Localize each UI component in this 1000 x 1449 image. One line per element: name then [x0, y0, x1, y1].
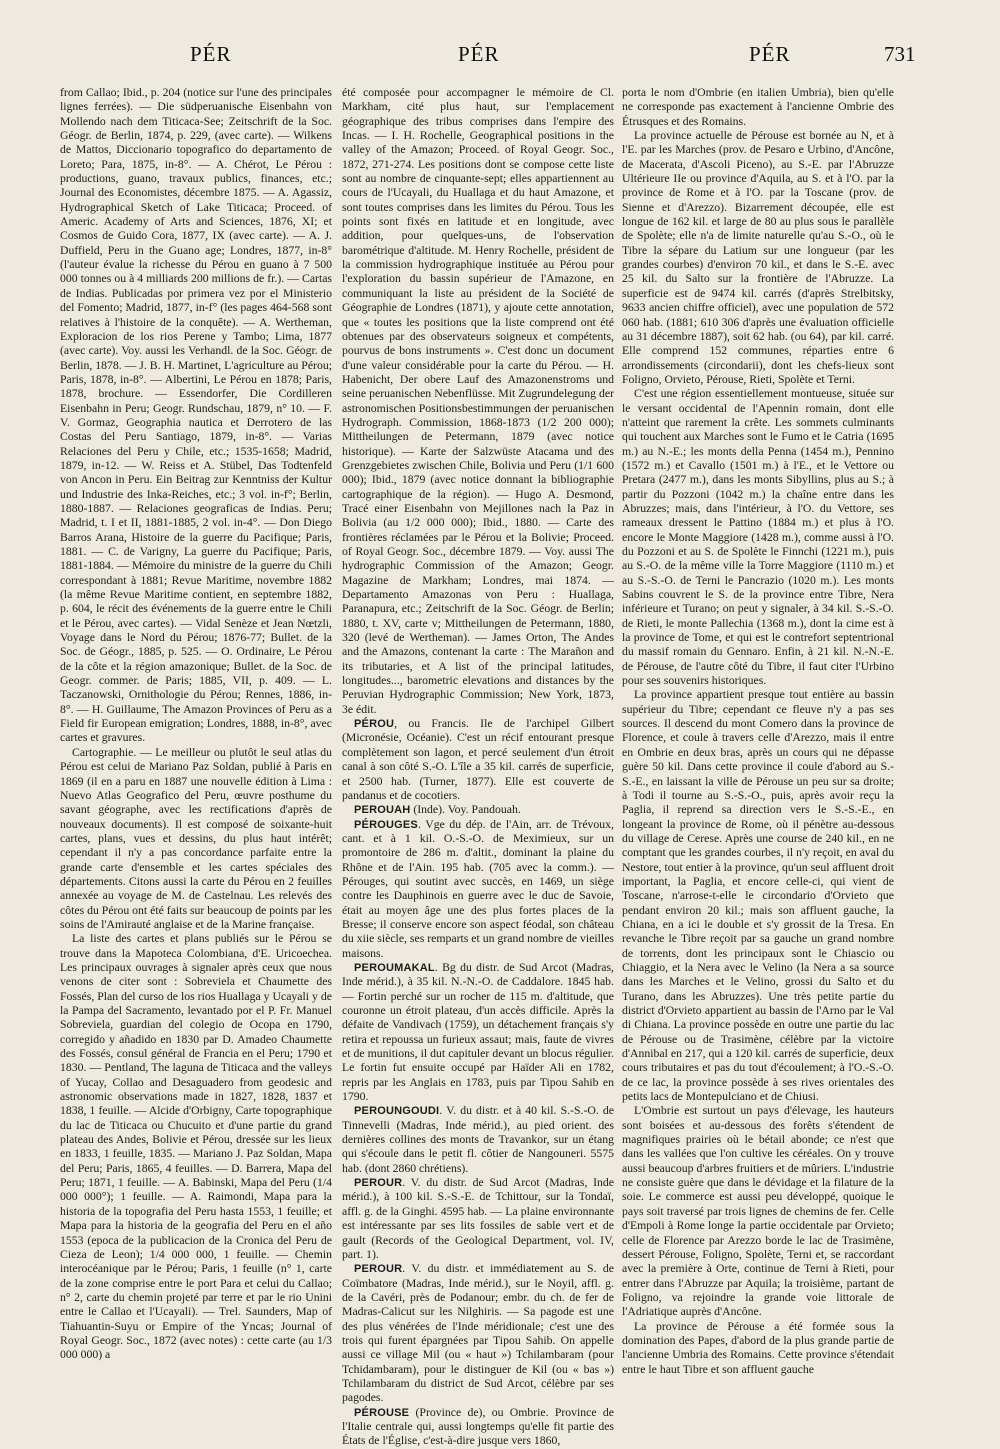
- paragraph-text: C'est une région essentiellement montueuse, située sur le versant occidental de l'Apennin romain, dont elle n'atteint que rarement la crête. Les sommets culminants qui touchent aux Marches sont le Fumo et le Catria (1695 m.) au N.-E.; les monts della Penna (1454 m.), Pennino (1572 m.) et Cavallo (1501 m.) à l'E., et le Vettore ou Pretara (2477 m.), dans les monts Sibyllins, plus au S.; à partir du Pozzoni (1042 m.) la chaîne entre dans les Abruzzes; mais, dans l'intérieur, à l'O. du Vettore, ses rameaux dressent le Pattino (1884 m.) et plus à l'O. encore le Monte Maggiore (1428 m.), comme aussi à l'O. du Pozzoni et au S. de Spolète le Finnchi (1221 m.), puis au S.-O. de la même ville la Torre Maggiore (1110 m.) et au S.-S.-O. de Terni le Pancrazio (1020 m.). Les monts Sabins couvrent le S. de la province entre Tibre, Nera inférieure et Turano; on peut y signaler, à 34 kil. S.-S.-O. de Rieti, le monte Pallechia (1368 m.), dont la cime est à la province de Tome, et qui est le contrefort septentrional du massif romain du Gennaro. Enfin, à 21 kil. N.-N.-E. de Pérouse, de l'autre côté du Tibre, il faut citer l'Urbino pour ses souvenirs historiques.: [622, 387, 894, 688]
- header-guide-word-right: PÉR: [749, 42, 791, 66]
- paragraph-text: La liste des cartes et plans publiés sur le Pérou se trouve dans la Mapoteca Colombiana, d'E. Uricoechea. Les principaux ouvrages à signaler après ceux que nous venons de citer sont : Sobreviela et Chaumette des Fossés, Plan del curso de los rios Huallaga y Ucayali y de la Pampa del Sacramento, levantado por el P. Fr. Manuel Sobreviela, guardian del colegio de Ocopa en 1790, corregido y añadido en 1830 par D. Amadeo Chaumette des Fossés, consul général de Francia en el Peru; 1790 et 1830. — Pentland, The laguna de Titicaca and the valleys of Yucay, Collao and Desaguadero from geodesic and astronomic observations made in 1827, 1828, 1837 et 1838, 1 feuille. — Alcide d'Orbigny, Carte topographique du lac de Titicaca ou Chucuito et d'une partie du grand plateau des Andes, Bolivie et Pérou, dressée sur les lieux en 1833, 1 feuille, 1835. — Mariano J. Paz Soldan, Mapa del Peru; Paris, 1865, 4 feuilles. — D. Barrera, Mapa del Peru; 1871, 1 feuille. — A. Babinski, Mapa del Peru (1/4 000 000°); 1 feuille. — A. Raimondi, Mapa para la historia de la topografia del Peru hasta 1553, 1 feuille; et Mapa para la historia de la geografia del Peru en el año 1553 (epoca de la publicacion de la Cronica del Peru de Cieza de Leon); 1/4 000 000, 1 feuille. — Chemin interocéanique par le Pérou; Paris, 1 feuille (n° 1, carte de la zone comprise entre le port Para et celui du Callao; n° 2, carte du chemin projeté par terre et par le rio Unini entre le Callao et l'Ucayali). — Trel. Saunders, Map of Tiahuantin-Suyu or Empire of the Yncas; Journal of Royal Geogr. Soc., 1872 (avec notes) : cette carte (au 1/3 000 000) a: [60, 932, 332, 1362]
- dictionary-entry: [342, 717, 614, 803]
- entry-headword: PEROUAH: [354, 804, 411, 817]
- page-number: 731: [884, 42, 916, 66]
- entry-text: , ou Francis. Ile de l'archipel Gilbert (Micronésie, Océanie). C'est un récif entourant presque complètement son lagon, et percé seulement d'un étroit canal à son côté S.-O. L'île a 35 kil. carrés de superficie, et 2500 hab. (Turner, 1877). Elle est couverte de pandanus et de cocotiers.: [342, 717, 614, 802]
- dictionary-entry: [342, 1406, 614, 1449]
- entry-headword: PEROUR: [354, 1263, 403, 1276]
- paragraph-text: from Callao; Ibid., p. 204 (notice sur l'une des principales lignes ferrées). — Die südperuanische Eisenbahn von Mollendo nach dem Titicaca-See; Zeitschrift de la Soc. Géogr. de Berlin, 1874, p. 229, (avec carte). — Wilkens de Mattos, Diccionario topografico do departamento de Loreto; Para, 1875, in-8°. — A. Chérot, Le Pérou : productions, guano, travaux publics, finances, etc.; Journal des Economistes, décembre 1875. — A. Agassiz, Hydrographical Sketch of Lake Titicaca; Proceed. of Americ. Academy of Arts and Sciences, 1876, XI; et Cosmos de Guido Cora, 1877, IX (avec carte). — A. J. Duffield, Peru in the Guano age; Londres, 1877, in-8° (l'auteur évalue la richesse du Pérou en guano à 7 500 000 tonnes ou à 4 milliards 200 millions de fr.). — Cartas de Indias. Publicadas por primera vez por el Ministerio del Fomento; Madrid, 1877, in-f° (les pages 464-568 sont relatives à l'histoire de la conquête). — A. Wertheman, Exploracion de los rios Perene y Tambo; Lima, 1877 (avec carte). Voy. aussi les Verhandl. de la Soc. Géogr. de Berlin, 1878. — J. B. H. Martinet, L'agriculture au Pérou; Paris, 1878, in-8°. — Albertini, Le Pérou en 1878; Paris, 1878, brochure. — Essendorfer, Die Cordilleren Eisenbahn in Peru; Geogr. Rundschau, 1879, n° 10. — F. V. Gormaz, Geographia nautica et Derrotero de las Costas del Peru Santiago, 1879, in-8°. — Varias Relaciones del Peru y Chile, etc.; 1535-1658; Madrid, 1879, in-12. — W. Reiss et A. Stübel, Das Todtenfeld von Ancon in Peru. Ein Beitrag zur Kenntniss der Kultur und Industrie des Inka-Reiches, etc.; 3 vol. in-f°; Berlin, 1880-1887. — Relaciones geograficas de Indias. Peru; Madrid, t. I et II, 1881-1885, 2 vol. in-4°. — Don Diego Barros Arana, Histoire de la guerre du Pacifique; Paris, 1881. — C. de Varigny, La guerre du Pacifique; Paris, 1881-1884. — Mémoire du ministre de la guerre du Chili correspondant à 1881; Revue Maritime, novembre 1882 (la même Revue Maritime contient, en septembre 1882, p. 604, le récit des événements de la guerre entre le Chili et le Pérou, avec cartes). — Vidal Senèze et Jean Nœtzli, Voyage dans le Nord du Pérou; 1876-77; Bullet. de la Soc. de Géogr., 1885, p. 525. — O. Ordinaire, Le Pérou de la côte et la région amazonique; Bullet. de la Soc. de Geogr. commer. de Paris; 1885, VII, p. 409. — L. Taczanowski, Ornithologie du Pérou; Rennes, 1886, in-8°. — H. Guillaume, The Amazon Provinces of Peru as a Field fir European emigration; Londres, 1888, in-8°, avec cartes et gravures.: [60, 86, 332, 745]
- paragraph: [622, 1320, 894, 1377]
- paragraph-text: L'Ombrie est surtout un pays d'élevage, les hauteurs sont boisées et au-dessous des forêts s'étendent de magnifiques prairies où le bétail abonde; ce n'est que dans les vallées que l'on cultive les céréales. On y trouve aussi beaucoup d'arbres fruitiers et de mûriers. L'industrie ne consiste guère que dans le dévidage et la filature de la soie. Le commerce est aussi peu développé, quoique le pays soit traversé par trois lignes de chemins de fer. Celle d'Empoli à Rome longe la partie occidentale par Orvieto; celle de Florence par Arezzo borde le lac de Trasimène, dessert Pérouse, Foligno, Spolète, Terni et, se raccordant avec la première à Orte, continue de Terni à Rieti, pour entrer dans l'Abruzze par Aquila; la troisième, partant de Foligno, va rejoindre la grande voie littorale de l'Adriatique auprès d'Ancône.: [622, 1104, 894, 1319]
- paragraph: [622, 688, 894, 1104]
- dictionary-entry: [342, 961, 614, 1104]
- text-column-2: [342, 86, 614, 1448]
- paragraph: [60, 746, 332, 932]
- paragraph: [60, 86, 332, 746]
- header-guide-word-left: PÉR: [190, 42, 232, 66]
- dictionary-entry: [342, 1262, 614, 1405]
- paragraph: [622, 129, 894, 387]
- entry-text: . V. du distr. et immédiatement au S. de Coïmbatore (Madras, Inde mérid.), sur le Noyil, affl. g. de la Cavéri, près de Podanour; embr. du ch. de fer de Madras-Calicut sur les Nilghiris. — Sa pagode est une des plus vénérées de l'Inde méridionale; c'est une des trois qui furent épargnées par Tipou Sahib. On appelle aussi ce village Mil (ou « haut ») Tchilambaram (pour Tchidambaram), pour le distinguer de Kil (ou « bas ») Tchilambaram du district de Sud Arcot, célèbre par ses pagodes.: [342, 1262, 614, 1405]
- header-guide-word-center: PÉR: [458, 42, 500, 66]
- entry-headword: PÉROU: [354, 718, 395, 731]
- paragraph-text: La province appartient presque tout entière au bassin supérieur du Tibre; cependant ce fleuve n'y a pas ses sources. Il descend du mont Comero dans la province de Florence, et coule à travers celle d'Arezzo, mais il entre en Ombrie en deux bras, après un cours qui ne dépasse guère 50 kil. Dans cette province il coule d'abord au S.-S.-E., en laissant la ville de Pérouse un peu sur sa droite; à Todi il tourne au S.-S.-O., puis, après avoir reçu la Paglia, il reprend sa direction vers le S.-S.-E., en longeant la province de Rome, où il pénètre au-dessous du village de Cerese. Après une course de 240 kil., en ne comptant que les grandes courbes, il n'y reçoit, en aval du Nestore, tout entier à la province, qu'un seul affluent droit important, la Paglia, et encore celle-ci, qui vient de Toscane, n'arrose-t-elle le circondario d'Orvieto que pendant environ 20 kil.; mais son affluent gauche, la Chiana, en a ici le double et s'y grossit de la Tresa. En revanche le Tibre reçoit par sa gauche un grand nombre de torrents, dont les principaux sont le Chiascio ou Chiaggio, et la Nera avec le Velino (la Nera a sa source dans les Marches et le Velino, grossi du Salto et du Turano, dans les Abruzzes). Une très petite partie du district d'Orvieto appartient au bassin de l'Arno par le Val di Chiana. La province possède en outre une partie du lac de Pérouse ou de Trasimène, célèbre par la victoire d'Annibal en 217, qui a 120 kil. carrés de superficie, deux cours tributaires et pas du tout d'écoulement; à l'O.-S.-O. de ce lac, la province possède à ses rives orientales des petits lacs de Montepulciano et de Chiusi.: [622, 688, 894, 1104]
- entry-text: (Inde). Voy. Pandouah.: [410, 803, 521, 817]
- entry-headword: PEROUMAKAL: [354, 961, 435, 974]
- paragraph: [622, 387, 894, 688]
- paragraph-text: La province de Pérouse a été formée sous la domination des Papes, d'abord de la plus grande partie de l'ancienne Umbria des Romains. Cette province s'étendait entre le haut Tibre et son affluent gauche: [622, 1319, 894, 1376]
- text-column-1: [60, 86, 332, 1376]
- running-header: [0, 42, 1000, 82]
- entry-headword: PÉROUSE: [354, 1406, 410, 1419]
- paragraph-text: porta le nom d'Ombrie (en italien Umbria), bien qu'elle ne corresponde pas exactement à l'ancienne Ombrie des Étrusques et des Romains.: [622, 86, 894, 128]
- entry-text: . V. du distr. et à 40 kil. S.-S.-O. de Tinnevelli (Madras, Inde mérid.), au pied orient. des dernières collines des monts de Travankor, sur un étang qui s'écoule dans le petit fl. côtier de Nangouneri. 5575 hab. (dont 2860 chrétiens).: [342, 1104, 614, 1175]
- paragraph-text: La province actuelle de Pérouse est bornée au N, et à l'E. par les Marches (prov. de Pesaro e Urbino, d'Ancône, de Macerata, d'Ascoli Piceno), au S.-E. par l'Abruzze Ultérieure IIe ou province d'Aquila, au S. et à l'O. par la province de Rome et à l'O. par la Toscane (prov. de Sienne et d'Arezzo). Bizarrement découpée, elle est longue de 162 kil. et large de 80 au plus sous le parallèle de Spolète; elle n'a de limite naturelle qu'au S.-O., où le Tibre la sépare du Latium sur une longueur (par les grandes courbes) d'environ 70 kil., et dans le S.-E. avec 25 kil. du Salto sur la frontière de l'Abruzze. La superficie est de 9474 kil. carrés (d'après Strelbitsky, 9633 ancien chiffre officiel), avec une population de 572 060 hab. (1881; 610 306 d'après une évaluation officielle au 31 décembre 1887), soit 62 hab. (ou 64), par kil. carré. Elle comprend 152 communes, réparties entre 6 arrondissements (circondarii), dont les chefs-lieux sont Foligno, Orvieto, Pérouse, Rieti, Spolète et Terni.: [622, 129, 894, 386]
- dictionary-entry: [342, 1176, 614, 1262]
- entry-headword: PÉROUGES: [354, 818, 418, 831]
- paragraph: [342, 86, 614, 717]
- paragraph-text: été composée pour accompagner le mémoire de Cl. Markham, cité plus haut, sur l'emplacement géographique des tribus comprises dans l'empire des Incas. — I. H. Rochelle, Geographical positions in the valley of the Amazon; Proceed. of Royal Geogr. Soc., 1872, 271-274. Les positions dont se compose cette liste sont au nombre de cinquante-sept; elles appartiennent au cours de l'Ucayali, du Huallaga et du haut Amazone, et sont toutes comprises dans les limites du Pérou. Tous les points sont fixés en latitude et en longitude, avec addition, pour quelques-uns, de l'observation barométrique d'altitude. M. Henry Rochelle, président de la commission hydrographique instituée au Pérou pour l'exploration du bassin supérieur de l'Amazone, en communiquant la liste au président de la Société de Géographie de Londres (1871), y ajoute cette annotation, que « toutes les positions que la liste comprend ont été obtenues par des observateurs soigneux et compétents, pourvus de bons instruments ». C'est donc un document d'une valeur considérable pour la carte du Pérou. — H. Habenicht, Der obere Lauf des Amazonenstroms und seine peruanischen Nebenflüsse. Mit Zugrundelegung der astronomischen Positionsbestimmungen der peruanischen Hydrograph. Commission, 1868-1873 (1/2 200 000); Mittheilungen de Petermann, 1879 (avec notice historique). — Karte der Salzwüste Atacama und des Grenzgebietes zwischen Chile, Bolivia und Peru (1/1 600 000); Ibid., 1879 (avec notice donnant la bibliographie cartographique de la région). — Hugo A. Desmond, Tracé einer Eisenbahn von Mejillones nach la Paz in Bolivia (au 1/2 000 000); Ibid., 1880. — Carte des frontières réclamées par le Pérou et la Bolivie; Proceed. of Royal Geogr. Soc., décembre 1879. — Voy. aussi The hydrographic Commission of the Amazon; Geogr. Magazine de Markham; Londres, mai 1874. — Departamento Amazonas von Peru : Huallaga, Paranapura, etc.; Zeitschrift de la Soc. Géogr. de Berlin; 1880, t. XV, carte v; Mittheilungen de Petermann, 1880, 320 (levé de Wertheman). — James Orton, The Andes and the Amazons, contenant la carte : The Marañon and its tributaries, et A list of the principal latitudes, longitudes..., barometric elevations and distances by the Peruvian Hydrographic Commission; New York, 1873, 3e édit.: [342, 86, 614, 716]
- entry-text: . Bg du distr. de Sud Arcot (Madras, Inde mérid.), à 35 kil. N.-N.-O. de Caddalore. 1845 hab. — Fortin perché sur un rocher de 115 m. d'altitude, que couronne un étroit plateau, d'un accès difficile. Après la défaite de Vandivach (1759), un détachement français s'y retira et repoussa un furieux assaut; mais, faute de vivres et de munitions, il dut capituler devant un blocus régulier. Le fortin fut ensuite occupé par Haïder Ali en 1782, repris par les Anglais en 1783, puis par Tipou Sahib en 1790.: [342, 960, 614, 1104]
- entry-text: (Province de), ou Ombrie. Province de l'Italie centrale qui, aussi longtemps qu'elle fit partie des États de l'Église, c'est-à-dire jusque vers 1860,: [342, 1405, 614, 1448]
- paragraph-text: Cartographie. — Le meilleur ou plutôt le seul atlas du Pérou est celui de Mariano Paz Soldan, publié à Paris en 1869 (il en a paru en 1887 une nouvelle édition à Lima : Nuevo Atlas Geografico del Peru, œuvre posthume du savant géographe, avec les rectifications d'après de nouveaux documents). Il est composé de soixante-huit cartes, plans, vues et dessins, du plus haut intérêt; cependant il n'y a pas concordance parfaite entre la grande carte d'ensemble et les cartes spéciales des départements. Citons aussi la carte du Pérou en 2 feuilles annexée au voyage de M. de Castelnau. Les relevés des côtes du Pérou ont été faits sur beaucoup de points par les soins de l'Amirauté anglaise et de la Marine française.: [60, 745, 332, 931]
- dictionary-entry: [342, 803, 614, 817]
- paragraph: [622, 86, 894, 129]
- paragraph: [60, 932, 332, 1362]
- entry-headword: PEROUR: [354, 1177, 403, 1190]
- entry-text: . Vge du dép. de l'Ain, arr. de Trévoux, cant. et à 1 kil. O.-S.-O. de Meximieux, sur un promontoire de 286 m. d'altit., dominant la plaine du Rhône et de l'Ain. 195 hab. (705 avec la comm.). — Pérouges, qui soutint avec succès, en 1469, un siège contre les Dauphinois en guerre avec le duc de Savoie, était au moyen âge une des plus fortes places de la Bresse; il conserve encore son aspect féodal, son château du xiie siècle, ses remparts et un grand nombre de vieilles maisons.: [342, 817, 614, 960]
- entry-headword: PEROUNGOUDI: [354, 1105, 440, 1118]
- paragraph: [622, 1104, 894, 1319]
- text-column-3: [622, 86, 894, 1376]
- dictionary-entry: [342, 818, 614, 961]
- entry-text: . V. du distr. de Sud Arcot (Madras, Inde mérid.), à 100 kil. S.-S.-E. de Tchittour, sur la Tondaï, affl. g. de la Ginghi. 4595 hab. — La plaine environnante est intéressante par ses lits fossiles de sable vert et de gault (Records of the Geological Department, vol. IV, part. 1).: [342, 1176, 614, 1261]
- dictionary-entry: [342, 1104, 614, 1176]
